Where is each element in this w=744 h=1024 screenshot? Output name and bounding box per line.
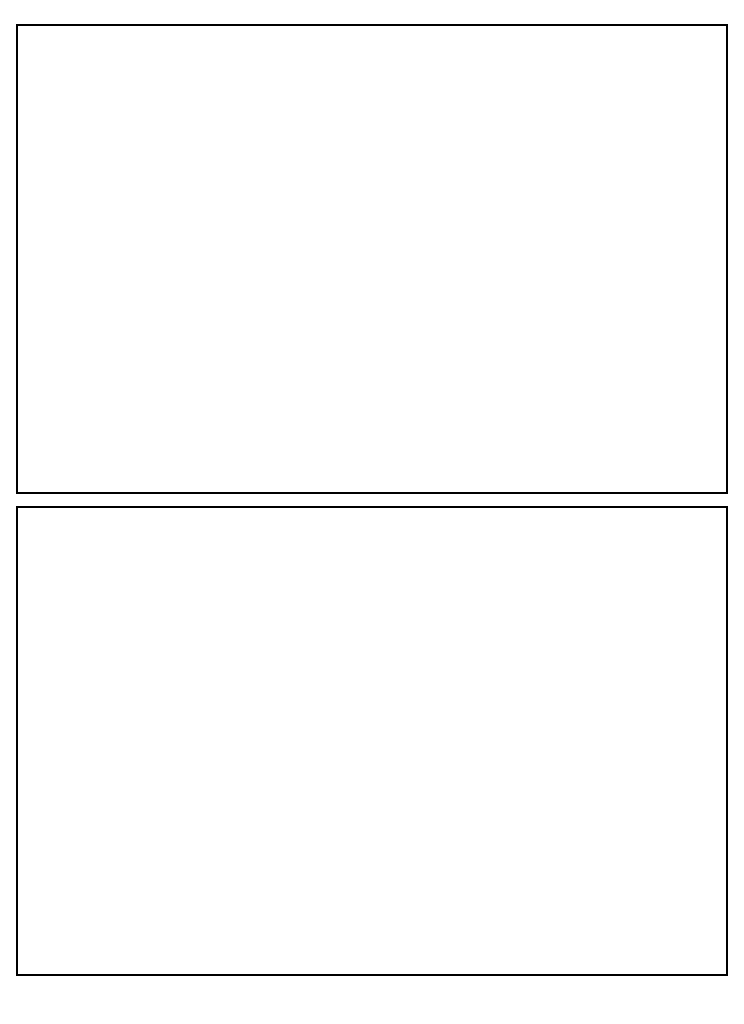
roster-table-bottom (16, 506, 728, 976)
roster-table-top (16, 24, 728, 494)
